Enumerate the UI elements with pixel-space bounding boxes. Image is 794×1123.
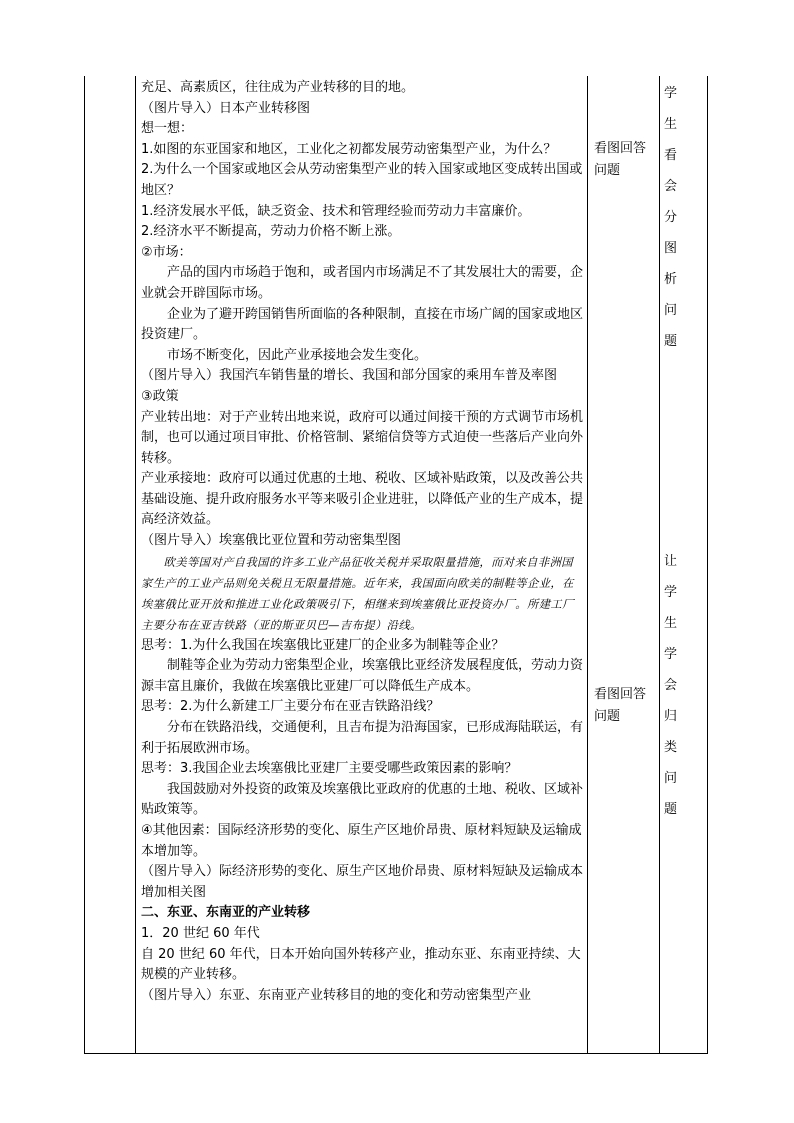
lesson-content — [141, 78, 583, 1006]
content-line: 思考：2.为什么新建工厂主要分布在亚吉铁路沿线？ — [141, 699, 440, 715]
content-line: 思考：3.我国企业去埃塞俄比亚建厂主要受哪些政策因素的影响？ — [141, 761, 518, 777]
content-line: 市场不断变化，因此产业承接地会发生变化。 — [167, 347, 428, 363]
content-line: 制鞋等企业为劳动力密集型企业，埃塞俄比亚经济发展程度低，劳动力资源丰富且廉价，我做在埃塞俄比亚建厂可以降低生产成本。 — [141, 658, 584, 694]
content-line: 产业承接地：政府可以通过优惠的土地、税收、区域补贴政策，以及改善公共基础设施、提升政府服务水平等来吸引企业进驻，以降低产业的生产成本，提高经济效益。 — [141, 471, 584, 528]
content-line: 充足、高素质区，往往成为产业转移的目的地。 — [141, 80, 415, 95]
design-intent-cell: 学生看会分图析问题 — [664, 86, 690, 349]
content-line: 1.经济发展水平低，缺乏资金、技术和管理经验而劳动力丰富廉价。 — [141, 203, 531, 219]
content-line: 思考：1.为什么我国在埃塞俄比亚建厂的企业多为制鞋等企业？ — [141, 637, 505, 653]
content-line: 产品的国内市场趋于饱和，或者国内市场满足不了其发展壮大的需要，企业就会开辟国际市场。 — [141, 265, 584, 301]
content-line: 自 20 世纪 60 年代，日本开始向国外转移产业，推动东亚、东南亚持续、大规模的产业转移。 — [141, 946, 581, 983]
table-column-divider — [659, 76, 660, 1054]
content-line: ②市场： — [141, 244, 192, 260]
content-line: 2.经济水平不断提高，劳动力价格不断上涨。 — [141, 224, 401, 240]
content-line: 企业为了避开跨国销售所面临的各种限制，直接在市场广阔的国家或地区投资建厂。 — [141, 306, 584, 343]
content-line: （图片导入）埃塞俄比亚位置和劳动密集型图 — [141, 533, 402, 549]
content-line: 1．20 世纪 60 年代 — [141, 925, 260, 941]
student-activity-cell: 看图回答问题 — [594, 687, 647, 724]
table-column-divider — [135, 76, 136, 1054]
quoted-passage: 欧美等国对产自我国的许多工业产品征收关税并采取限量措施，而对来自非洲国家生产的工业产品则免关税且无限量措施。近年来，我国面向欧美的制鞋等企业，在埃塞俄比亚开放和推进工业化政策吸引下，相继来到埃塞俄比亚投资办厂。所建工厂主要分布在亚吉铁路（亚的斯亚贝巴—吉布提）沿线。 — [141, 555, 574, 632]
section-heading: 二、东亚、东南亚的产业转移 — [141, 905, 311, 921]
content-line: （图片导入）日本产业转移图 — [141, 100, 311, 116]
content-line: ③政策 — [141, 388, 179, 404]
table-column-divider — [587, 76, 588, 1054]
content-line: 我国鼓励对外投资的政策及埃塞俄比亚政府的优惠的土地、税收、区域补贴政策等。 — [141, 781, 584, 818]
content-line: （图片导入）我国汽车销售量的增长、我国和部分国家的乘用车普及率图 — [141, 368, 558, 384]
student-activity-cell: 看图回答问题 — [594, 141, 647, 178]
content-line: 1.如图的东亚国家和地区，工业化之初都发展劳动密集型产业，为什么？ — [141, 141, 557, 157]
design-intent-cell: 让学生学会归类问题 — [664, 554, 690, 817]
content-line: 产业转出地：对于产业转出地来说，政府可以通过间接干预的方式调节市场机制，也可以通过项目审批、价格管制、紧缩信贷等方式迫使一些落后产业向外转移。 — [141, 409, 584, 466]
table-border-left — [84, 76, 85, 1054]
content-line: 2.为什么一个国家或地区会从劳动密集型产业的转入国家或地区变成转出国或地区？ — [141, 162, 583, 198]
content-line: 分布在铁路沿线，交通便利，且吉布提为沿海国家，已形成海陆联运，有利于拓展欧洲市场。 — [141, 720, 584, 756]
table-border-bottom — [84, 1053, 708, 1054]
content-line: ④其他因素：国际经济形势的变化、原生产区地价昂贵、原材料短缺及运输成本增加等。 — [141, 823, 582, 859]
content-line: （图片导入）际经济形势的变化、原生产区地价昂贵、原材料短缺及运输成本增加相关图 — [141, 864, 584, 900]
content-line: 想一想： — [141, 121, 194, 137]
content-line: （图片导入）东亚、东南亚产业转移目的地的变化和劳动密集型产业 — [141, 987, 532, 1003]
